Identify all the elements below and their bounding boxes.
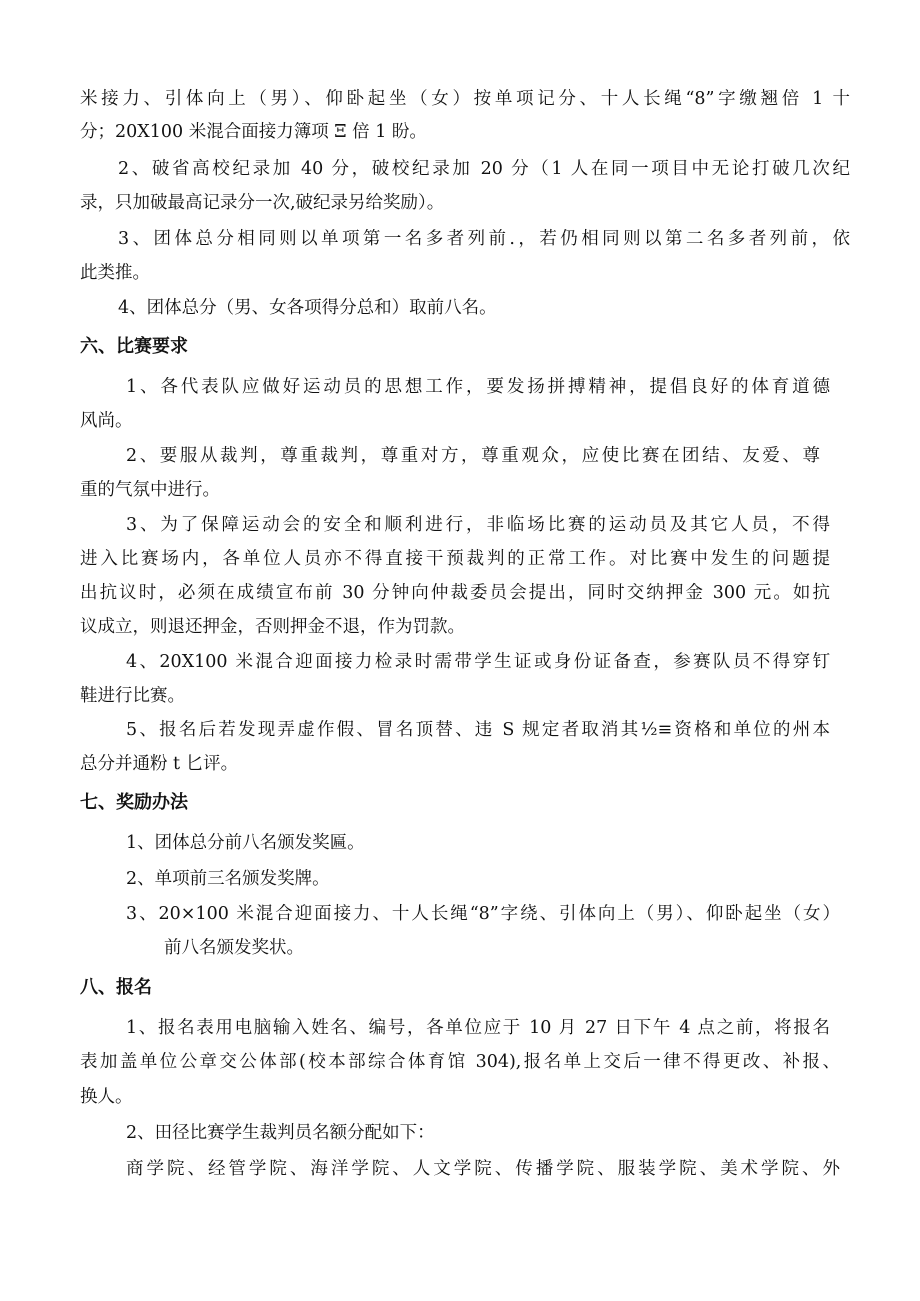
requirement-item-4: 4、20X100 米混合迎面接力检录时需带学生证或身份证备查，参赛队员不得穿钉	[126, 652, 830, 672]
requirement-item-2: 2、要服从裁判，尊重裁判，尊重对方，尊重观众，应使比赛在团结、友爱、尊	[126, 446, 820, 466]
paragraph-line: 录，只加破最高记录分一次,破纪录另给奖励）。	[80, 193, 445, 213]
section-heading-7: 七、奖励办法	[80, 792, 188, 813]
paragraph-line: 分；20X100 米混合面接力簿项 Ξ 倍 1 盼。	[80, 122, 427, 142]
award-item-3: 3、20×100 米混合迎面接力、十人长绳“8”字绕、引体向上（男）、仰卧起坐（女）	[126, 904, 840, 924]
rule-item-3: 3、团体总分相同则以单项第一名多者列前.，若仍相同则以第二名多者列前，依	[118, 229, 850, 249]
paragraph-line: 米接力、引体向上（男）、仰卧起坐（女）按单项记分、十人长绳“8”字缴翘倍 1 十	[80, 89, 850, 109]
requirement-item-3: 3、为了保障运动会的安全和顺利进行，非临场比赛的运动员及其它人员，不得	[126, 515, 830, 535]
paragraph-line: 风尚。	[80, 411, 133, 431]
rule-item-4: 4、团体总分（男、女各项得分总和）取前八名。	[118, 298, 497, 318]
paragraph-line: 换人。	[80, 1087, 133, 1107]
section-heading-8: 八、报名	[80, 977, 152, 998]
section-heading-6: 六、比赛要求	[80, 336, 188, 357]
registration-item-2: 2、田径比赛学生裁判员名额分配如下：	[126, 1123, 435, 1143]
award-item-2: 2、单项前三名颁发奖牌。	[126, 869, 330, 889]
paragraph-line: 此类推。	[80, 263, 150, 283]
paragraph-line: 议成立，则退还押金，否则押金不退，作为罚款。	[80, 617, 465, 637]
requirement-item-1: 1、各代表队应做好运动员的思想工作，要发扬拼搏精神，提倡良好的体育道德	[126, 377, 830, 397]
paragraph-line: 重的气氛中进行。	[80, 480, 220, 500]
registration-item-1: 1、报名表用电脑输入姓名、编号，各单位应于 10 月 27 日下午 4 点之前，将报名	[126, 1018, 830, 1038]
requirement-item-5: 5、报名后若发现弄虚作假、冒名顶替、违 S 规定者取消其½≡资格和单位的州本	[126, 720, 830, 740]
paragraph-line: 进入比赛场内，各单位人员亦不得直接干预裁判的正常工作。对比赛中发生的问题提	[80, 549, 830, 569]
paragraph-line: 鞋进行比赛。	[80, 686, 185, 706]
paragraph-line: 表加盖单位公章交公体部(校本部综合体育馆 304),报名单上交后一律不得更改、补报、	[80, 1052, 840, 1072]
paragraph-line: 出抗议时，必须在成绩宣布前 30 分钟向仲裁委员会提出，同时交纳押金 300 元。如抗	[80, 583, 830, 603]
award-item-1: 1、团体总分前八名颁发奖匾。	[126, 833, 365, 853]
paragraph-line: 商学院、经管学院、海洋学院、人文学院、传播学院、服装学院、美术学院、外	[126, 1159, 840, 1179]
paragraph-line: 前八名颁发奖状。	[164, 938, 304, 958]
rule-item-2: 2、破省高校纪录加 40 分，破校纪录加 20 分（1 人在同一项目中无论打破几次纪	[118, 159, 850, 179]
paragraph-line: 总分并通粉 t 匕评。	[80, 754, 239, 774]
